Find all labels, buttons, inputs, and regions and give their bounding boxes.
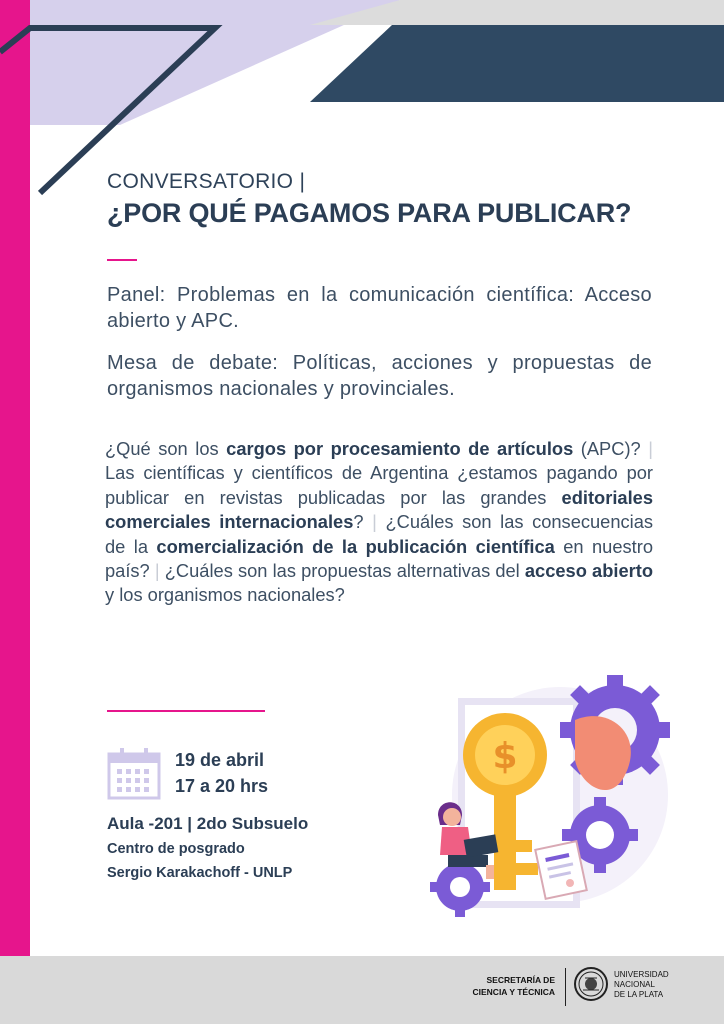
questions-paragraph <box>105 437 653 608</box>
panel-description: Panel: Problemas en la comunicación científica: Acceso abierto y APC. <box>107 284 652 332</box>
university-name <box>614 970 669 1000</box>
question-highlight: cargos por procesamiento de artículos <box>226 438 574 459</box>
key-dollar-illustration <box>410 665 680 925</box>
question-separator: | <box>648 438 653 459</box>
event-kicker: CONVERSATORIO | <box>107 170 306 193</box>
university-line1: UNIVERSIDAD <box>614 970 669 979</box>
event-time: 17 a 20 hrs <box>175 776 269 796</box>
document <box>535 841 586 899</box>
event-venue-line2: Sergio Karakachoff - UNLP <box>107 865 293 881</box>
university-line3: DE LA PLATA <box>614 990 664 999</box>
question-text: ? <box>353 511 373 533</box>
divider-long <box>107 710 265 712</box>
secretaria-line1: SECRETARÍA DE <box>486 975 555 985</box>
event-venue-line1: Centro de posgrado <box>107 841 245 857</box>
secretaria-line2: CIENCIA Y TÉCNICA <box>472 987 555 997</box>
university-line2: NACIONAL <box>614 980 655 989</box>
question-highlight: editoriales comerciales internacionales <box>105 486 653 533</box>
question-text: ¿Qué son los <box>105 438 227 459</box>
question-separator: | <box>372 511 377 533</box>
navy-band <box>310 25 724 102</box>
question-text: ¿Cuáles son las consecuencias de la <box>105 511 654 557</box>
question-highlight: acceso abierto <box>524 560 653 582</box>
question-text: Las científicas y científicos de Argentina ¿estamos pagando por publicar en revistas publicadas por las grandes <box>105 462 653 508</box>
question-text: ¿Cuáles son las propuestas alternativas del <box>159 560 525 582</box>
svg-text:$: $ <box>492 736 518 777</box>
question-separator: | <box>154 560 160 582</box>
question-text: y los organismos nacionales? <box>105 584 345 606</box>
unlp-seal-logo <box>573 966 609 1002</box>
divider-short <box>107 259 137 261</box>
debate-description: Mesa de debate: Políticas, acciones y propuestas de organismos nacionales y provinciales. <box>107 352 652 400</box>
question-text: en nuestro país? <box>105 535 653 582</box>
question-highlight: comercialización de la publicación científica <box>156 535 555 557</box>
event-room: Aula -201 | 2do Subsuelo <box>107 814 309 833</box>
calendar-icon <box>106 745 162 801</box>
question-text: (APC)? <box>573 438 649 459</box>
footer-divider <box>565 968 566 1006</box>
event-date: 19 de abril <box>175 750 265 770</box>
page-title: ¿POR QUÉ PAGAMOS PARA PUBLICAR? <box>107 198 632 228</box>
